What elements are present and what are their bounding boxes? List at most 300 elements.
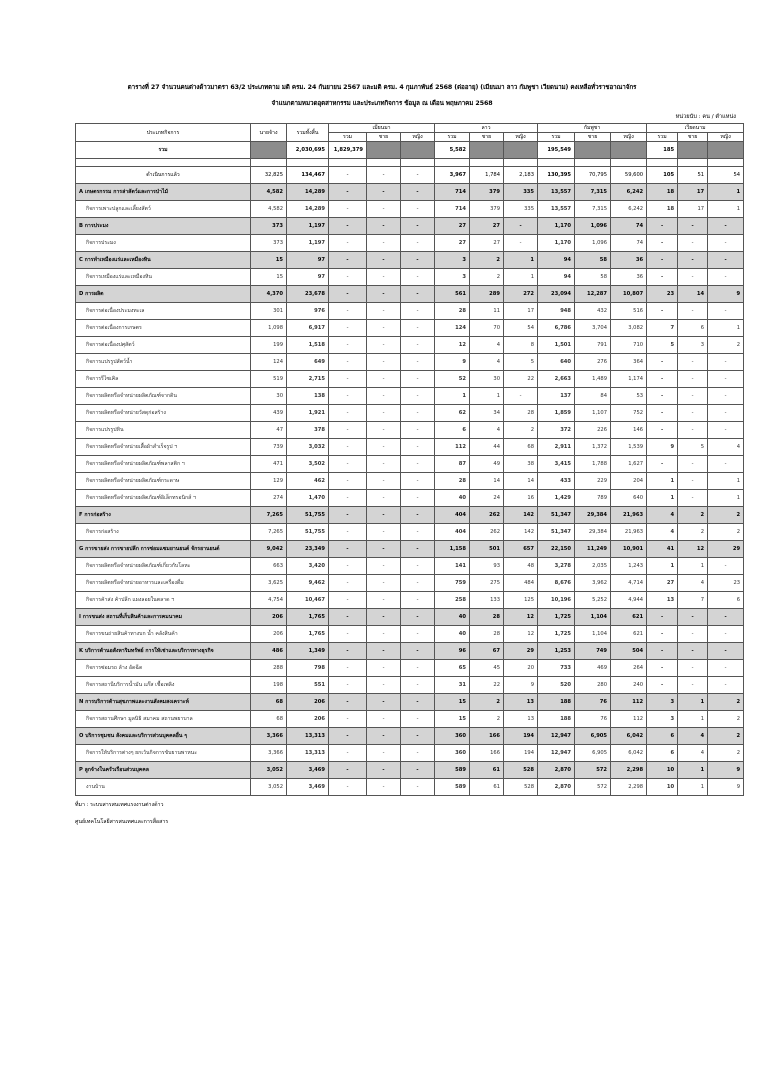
value-cell: 9 bbox=[504, 677, 538, 694]
table-body bbox=[76, 142, 744, 796]
value-cell: 4 bbox=[678, 575, 708, 592]
value-cell: 61 bbox=[470, 762, 504, 779]
business-type-cell: กิจการผลิตหรือจำหน่ายผลิตภัณฑ์กระดาษ bbox=[76, 473, 251, 490]
value-cell: 1 bbox=[504, 252, 538, 269]
value-cell: 124 bbox=[251, 354, 287, 371]
value-cell: 29,384 bbox=[575, 507, 611, 524]
spacer-cell bbox=[401, 159, 435, 167]
value-cell: 70,795 bbox=[575, 167, 611, 184]
value-cell: 206 bbox=[287, 694, 329, 711]
value-cell: 45 bbox=[470, 660, 504, 677]
value-cell: 1,170 bbox=[538, 235, 575, 252]
value-cell: - bbox=[401, 541, 435, 558]
value-cell: 1 bbox=[678, 711, 708, 728]
value-cell: 74 bbox=[611, 218, 647, 235]
value-cell: 14 bbox=[470, 473, 504, 490]
value-cell: 68 bbox=[251, 711, 287, 728]
value-cell: 6 bbox=[708, 592, 744, 609]
value-cell: 206 bbox=[251, 609, 287, 626]
value-cell: - bbox=[647, 609, 678, 626]
value-cell: 51 bbox=[678, 167, 708, 184]
header-myanmar: เมียนมา bbox=[329, 124, 435, 133]
value-cell: 1,107 bbox=[575, 405, 611, 422]
value-cell: - bbox=[367, 745, 401, 762]
table-row bbox=[76, 235, 744, 252]
value-cell: - bbox=[329, 303, 367, 320]
value-cell: - bbox=[708, 303, 744, 320]
spacer-cell bbox=[504, 159, 538, 167]
value-cell: - bbox=[367, 405, 401, 422]
header-sub-male: ชาย bbox=[367, 133, 401, 142]
value-cell: 54 bbox=[504, 320, 538, 337]
value-cell: 14,289 bbox=[287, 184, 329, 201]
value-cell: 501 bbox=[470, 541, 504, 558]
value-cell: - bbox=[367, 558, 401, 575]
value-cell: - bbox=[401, 235, 435, 252]
value-cell: 36 bbox=[611, 252, 647, 269]
value-cell: - bbox=[504, 235, 538, 252]
business-type-cell: กิจการผลิตหรือจำหน่ายวัสดุก่อสร้าง bbox=[76, 405, 251, 422]
value-cell: 10,467 bbox=[287, 592, 329, 609]
business-type-cell: P ลูกจ้างในครัวเรือนส่วนบุคคล bbox=[76, 762, 251, 779]
value-cell: 2 bbox=[678, 524, 708, 541]
value-cell: 28 bbox=[470, 609, 504, 626]
value-cell: 1 bbox=[435, 388, 470, 405]
value-cell: - bbox=[504, 218, 538, 235]
value-cell: 53 bbox=[611, 388, 647, 405]
value-cell: - bbox=[678, 490, 708, 507]
value-cell: 112 bbox=[611, 694, 647, 711]
value-cell: 58 bbox=[575, 269, 611, 286]
value-cell: 798 bbox=[287, 660, 329, 677]
value-cell: 40 bbox=[435, 609, 470, 626]
value-cell: - bbox=[367, 626, 401, 643]
value-cell: 4 bbox=[647, 524, 678, 541]
value-cell: 65 bbox=[435, 660, 470, 677]
header-sub-male: ชาย bbox=[575, 133, 611, 142]
value-cell: 62 bbox=[435, 405, 470, 422]
spacer-cell bbox=[367, 159, 401, 167]
value-cell: 4 bbox=[470, 422, 504, 439]
value-cell: 199 bbox=[251, 337, 287, 354]
value-cell: 2,035 bbox=[575, 558, 611, 575]
value-cell: 258 bbox=[435, 592, 470, 609]
value-cell: - bbox=[367, 422, 401, 439]
value-cell: 276 bbox=[575, 354, 611, 371]
value-cell: - bbox=[367, 507, 401, 524]
value-cell: 288 bbox=[251, 660, 287, 677]
value-cell: 3 bbox=[435, 269, 470, 286]
value-cell: 5 bbox=[647, 337, 678, 354]
value-cell: 13 bbox=[504, 694, 538, 711]
header-cambodia: กัมพูชา bbox=[538, 124, 647, 133]
value-cell: 8 bbox=[504, 337, 538, 354]
value-cell: 1,096 bbox=[575, 235, 611, 252]
value-cell: 195,549 bbox=[538, 142, 575, 159]
value-cell: 9,462 bbox=[287, 575, 329, 592]
business-type-cell: D การผลิต bbox=[76, 286, 251, 303]
value-cell: 714 bbox=[435, 184, 470, 201]
value-cell: 471 bbox=[251, 456, 287, 473]
value-cell: 6,242 bbox=[611, 201, 647, 218]
value-cell: - bbox=[367, 762, 401, 779]
value-cell: 133 bbox=[470, 592, 504, 609]
value-cell: 1 bbox=[647, 558, 678, 575]
value-cell: 6,042 bbox=[611, 728, 647, 745]
value-cell: 379 bbox=[470, 201, 504, 218]
value-cell: 23 bbox=[708, 575, 744, 592]
spacer-cell bbox=[575, 159, 611, 167]
value-cell: - bbox=[708, 558, 744, 575]
value-cell: 404 bbox=[435, 507, 470, 524]
table-row bbox=[76, 320, 744, 337]
value-cell: 9 bbox=[647, 439, 678, 456]
value-cell: - bbox=[504, 388, 538, 405]
value-cell: - bbox=[329, 643, 367, 660]
spacer-cell bbox=[76, 159, 251, 167]
business-type-cell: A เกษตรกรรม การล่าสัตว์และการป่าไม้ bbox=[76, 184, 251, 201]
value-cell: - bbox=[329, 286, 367, 303]
value-cell: 469 bbox=[575, 660, 611, 677]
value-cell: 2 bbox=[470, 269, 504, 286]
value-cell: - bbox=[367, 337, 401, 354]
business-type-cell: กิจการผลิตหรือจำหน่ายผลิตภัณฑ์อิเล็กทรอนิกส์ ฯ bbox=[76, 490, 251, 507]
value-cell: 335 bbox=[504, 201, 538, 218]
value-cell: 1,921 bbox=[287, 405, 329, 422]
value-cell: 2 bbox=[708, 694, 744, 711]
value-cell: 649 bbox=[287, 354, 329, 371]
value-cell: 1 bbox=[678, 558, 708, 575]
value-cell: 51,755 bbox=[287, 507, 329, 524]
section-row bbox=[76, 286, 744, 303]
value-cell: 4 bbox=[678, 728, 708, 745]
value-cell: 1 bbox=[678, 694, 708, 711]
value-cell: 2 bbox=[678, 507, 708, 524]
value-cell: 6,917 bbox=[287, 320, 329, 337]
value-cell: - bbox=[401, 677, 435, 694]
value-cell: 74 bbox=[611, 235, 647, 252]
value-cell: 206 bbox=[251, 626, 287, 643]
value-cell: 504 bbox=[611, 643, 647, 660]
business-type-cell: กิจการค้าส่ง ค้าปลีก แผงลอยในตลาด ฯ bbox=[76, 592, 251, 609]
value-cell: - bbox=[329, 711, 367, 728]
value-cell: 47 bbox=[251, 422, 287, 439]
value-cell: 67 bbox=[470, 643, 504, 660]
value-cell: 204 bbox=[611, 473, 647, 490]
value-cell: 301 bbox=[251, 303, 287, 320]
value-cell: 5,582 bbox=[435, 142, 470, 159]
value-cell: 54 bbox=[708, 167, 744, 184]
organization-note: ศูนย์เทคโนโลยีสารสนเทศและการสื่อสาร bbox=[75, 819, 169, 825]
value-cell: - bbox=[367, 711, 401, 728]
value-cell: 10,901 bbox=[611, 541, 647, 558]
value-cell: 2 bbox=[708, 507, 744, 524]
value-cell: - bbox=[401, 252, 435, 269]
value-cell: 360 bbox=[435, 728, 470, 745]
value-cell: 6,905 bbox=[575, 745, 611, 762]
header-sub-male: ชาย bbox=[678, 133, 708, 142]
value-cell: - bbox=[647, 354, 678, 371]
value-cell: 1 bbox=[678, 779, 708, 796]
value-cell: 3,962 bbox=[575, 575, 611, 592]
value-cell: - bbox=[678, 609, 708, 626]
value-cell: - bbox=[367, 592, 401, 609]
value-cell: 166 bbox=[470, 745, 504, 762]
value-cell: 29,384 bbox=[575, 524, 611, 541]
value-cell: 1,489 bbox=[575, 371, 611, 388]
header-employer: นายจ้าง bbox=[251, 124, 287, 142]
value-cell: - bbox=[329, 779, 367, 796]
value-cell: - bbox=[647, 235, 678, 252]
value-cell: 76 bbox=[575, 694, 611, 711]
value-cell: 36 bbox=[611, 269, 647, 286]
table-row bbox=[76, 388, 744, 405]
spacer-cell bbox=[708, 159, 744, 167]
table-row bbox=[76, 269, 744, 286]
value-cell: - bbox=[708, 626, 744, 643]
business-type-cell: กิจการแปรรูปหิน bbox=[76, 422, 251, 439]
value-cell: 7,315 bbox=[575, 201, 611, 218]
value-cell: 16 bbox=[504, 490, 538, 507]
value-cell: 432 bbox=[575, 303, 611, 320]
value-cell: 188 bbox=[538, 694, 575, 711]
value-cell: - bbox=[401, 507, 435, 524]
value-cell: 15 bbox=[251, 252, 287, 269]
value-cell: - bbox=[401, 218, 435, 235]
value-cell: 48 bbox=[504, 558, 538, 575]
value-cell: - bbox=[708, 609, 744, 626]
value-cell: - bbox=[329, 626, 367, 643]
value-cell: 373 bbox=[251, 218, 287, 235]
value-cell: 2,911 bbox=[538, 439, 575, 456]
value-cell bbox=[401, 142, 435, 159]
value-cell: - bbox=[367, 354, 401, 371]
value-cell: 1,788 bbox=[575, 456, 611, 473]
value-cell: 240 bbox=[611, 677, 647, 694]
value-cell: 1,104 bbox=[575, 626, 611, 643]
value-cell: 13 bbox=[504, 711, 538, 728]
value-cell: 76 bbox=[575, 711, 611, 728]
value-cell: - bbox=[401, 558, 435, 575]
value-cell: - bbox=[647, 269, 678, 286]
value-cell: 58 bbox=[575, 252, 611, 269]
value-cell: 710 bbox=[611, 337, 647, 354]
business-type-cell: I การขนส่ง สถานที่เก็บสินค้าและการคมนาคม bbox=[76, 609, 251, 626]
value-cell: 40 bbox=[435, 490, 470, 507]
business-type-cell: กิจการผลิตหรือจำหน่ายผลิตภัณฑ์จากดิน bbox=[76, 388, 251, 405]
value-cell: 125 bbox=[504, 592, 538, 609]
value-cell: - bbox=[367, 490, 401, 507]
table-row bbox=[76, 201, 744, 218]
value-cell: 10,196 bbox=[538, 592, 575, 609]
value-cell: 29 bbox=[708, 541, 744, 558]
value-cell: 1 bbox=[708, 490, 744, 507]
value-cell: - bbox=[367, 473, 401, 490]
value-cell: 372 bbox=[538, 422, 575, 439]
value-cell: 6,905 bbox=[575, 728, 611, 745]
value-cell: - bbox=[329, 184, 367, 201]
business-type-cell: N การบริการด้านสุขภาพและงานสังคมสงเคราะห์ bbox=[76, 694, 251, 711]
value-cell: - bbox=[401, 490, 435, 507]
value-cell: 4 bbox=[647, 507, 678, 524]
value-cell: 1,096 bbox=[575, 218, 611, 235]
value-cell: - bbox=[647, 218, 678, 235]
value-cell: 7,315 bbox=[575, 184, 611, 201]
value-cell: 27 bbox=[435, 218, 470, 235]
value-cell: 379 bbox=[470, 184, 504, 201]
value-cell: - bbox=[329, 337, 367, 354]
value-cell: 105 bbox=[647, 167, 678, 184]
header-sub-female: หญิง bbox=[504, 133, 538, 142]
value-cell: 1,197 bbox=[287, 235, 329, 252]
value-cell: 1 bbox=[708, 201, 744, 218]
value-cell: 4,944 bbox=[611, 592, 647, 609]
value-cell: - bbox=[401, 303, 435, 320]
section-row bbox=[76, 728, 744, 745]
value-cell: 4,754 bbox=[251, 592, 287, 609]
business-type-cell: กิจการสถานศึกษา มูลนิธิ สมาคม สถานพยาบาล bbox=[76, 711, 251, 728]
value-cell: 519 bbox=[251, 371, 287, 388]
value-cell: 3,415 bbox=[538, 456, 575, 473]
value-cell: 34 bbox=[470, 405, 504, 422]
value-cell: - bbox=[329, 660, 367, 677]
value-cell: 4 bbox=[708, 439, 744, 456]
value-cell: 28 bbox=[435, 303, 470, 320]
foreign-workers-table bbox=[75, 123, 744, 796]
business-type-cell: กิจการเหมืองแร่และเหมืองหิน bbox=[76, 269, 251, 286]
value-cell: 1,501 bbox=[538, 337, 575, 354]
table-row bbox=[76, 456, 744, 473]
table-row bbox=[76, 167, 744, 184]
value-cell: 6 bbox=[647, 728, 678, 745]
spacer-cell bbox=[329, 159, 367, 167]
value-cell bbox=[367, 142, 401, 159]
value-cell: 22,150 bbox=[538, 541, 575, 558]
value-cell: 1 bbox=[647, 490, 678, 507]
value-cell: - bbox=[367, 694, 401, 711]
value-cell: - bbox=[329, 320, 367, 337]
value-cell: - bbox=[678, 354, 708, 371]
value-cell: 23,678 bbox=[287, 286, 329, 303]
value-cell: 3,052 bbox=[251, 779, 287, 796]
value-cell: 21,963 bbox=[611, 524, 647, 541]
value-cell: 7 bbox=[678, 592, 708, 609]
value-cell: - bbox=[678, 218, 708, 235]
value-cell: - bbox=[401, 609, 435, 626]
value-cell: 3,469 bbox=[287, 779, 329, 796]
value-cell: 739 bbox=[251, 439, 287, 456]
header-sub-female: หญิง bbox=[611, 133, 647, 142]
value-cell: 2 bbox=[708, 711, 744, 728]
value-cell: 38 bbox=[504, 456, 538, 473]
value-cell: - bbox=[367, 541, 401, 558]
value-cell: - bbox=[647, 388, 678, 405]
business-type-cell: กิจการผลิตหรือจำหน่ายเสื้อผ้าสำเร็จรูป ฯ bbox=[76, 439, 251, 456]
value-cell: - bbox=[367, 388, 401, 405]
value-cell: 18 bbox=[647, 201, 678, 218]
value-cell: 3,704 bbox=[575, 320, 611, 337]
value-cell: 23,094 bbox=[538, 286, 575, 303]
value-cell: - bbox=[329, 507, 367, 524]
table-row bbox=[76, 439, 744, 456]
spacer-cell bbox=[647, 159, 678, 167]
spacer-cell bbox=[287, 159, 329, 167]
value-cell: 28 bbox=[504, 405, 538, 422]
value-cell: - bbox=[647, 405, 678, 422]
value-cell: - bbox=[647, 626, 678, 643]
spacer-cell bbox=[678, 159, 708, 167]
value-cell: 360 bbox=[435, 745, 470, 762]
table-row bbox=[76, 303, 744, 320]
value-cell: 70 bbox=[470, 320, 504, 337]
header-sub-female: หญิง bbox=[401, 133, 435, 142]
value-cell: 2,298 bbox=[611, 762, 647, 779]
value-cell: 1,859 bbox=[538, 405, 575, 422]
value-cell: 24 bbox=[470, 490, 504, 507]
value-cell: 2 bbox=[708, 337, 744, 354]
header-sub-total: รวม bbox=[538, 133, 575, 142]
value-cell: - bbox=[401, 354, 435, 371]
business-type-cell: กิจการรีไซเคิล bbox=[76, 371, 251, 388]
value-cell: - bbox=[367, 677, 401, 694]
value-cell: 29 bbox=[504, 643, 538, 660]
section-row bbox=[76, 609, 744, 626]
value-cell: - bbox=[401, 575, 435, 592]
table-title: ตารางที่ 27 จำนวนคนต่างด้าวมาตรา 63/2 ประเภทตาม มติ ครม. 24 กันยายน 2567 และมติ ครม. 4 กุมภาพันธ์ 2568 (ต่ออายุ) (เมียนมา ลาว กัมพูชา เวียดนาม) คงเหลือทั่วราชอาณาจักร bbox=[127, 84, 637, 91]
value-cell: 10 bbox=[647, 779, 678, 796]
value-cell: 17 bbox=[678, 201, 708, 218]
value-cell: 32,825 bbox=[251, 167, 287, 184]
table-row bbox=[76, 711, 744, 728]
value-cell: 12 bbox=[504, 609, 538, 626]
value-cell: - bbox=[367, 201, 401, 218]
value-cell bbox=[575, 142, 611, 159]
value-cell: 15 bbox=[435, 694, 470, 711]
value-cell: 96 bbox=[435, 643, 470, 660]
table-row bbox=[76, 405, 744, 422]
value-cell: - bbox=[647, 677, 678, 694]
value-cell: - bbox=[678, 677, 708, 694]
value-cell: 759 bbox=[435, 575, 470, 592]
table-row bbox=[76, 558, 744, 575]
table-subtitle: จำแนกตามหมวดอุตสาหกรรม และประเภทกิจการ ข้อมูล ณ เดือน พฤษภาคม 2568 bbox=[271, 100, 493, 107]
value-cell: - bbox=[329, 371, 367, 388]
value-cell: - bbox=[329, 456, 367, 473]
value-cell: 112 bbox=[435, 439, 470, 456]
value-cell: - bbox=[367, 167, 401, 184]
business-type-cell: B การประมง bbox=[76, 218, 251, 235]
value-cell: 59,600 bbox=[611, 167, 647, 184]
value-cell: 68 bbox=[251, 694, 287, 711]
value-cell: 274 bbox=[251, 490, 287, 507]
value-cell: 4 bbox=[470, 337, 504, 354]
value-cell: 551 bbox=[287, 677, 329, 694]
business-type-cell: G การขายส่ง การขายปลีก การซ่อมแซมยานยนต์ จักรยานยนต์ bbox=[76, 541, 251, 558]
value-cell: 2 bbox=[470, 694, 504, 711]
value-cell: - bbox=[647, 456, 678, 473]
value-cell: - bbox=[401, 184, 435, 201]
value-cell: 4 bbox=[678, 745, 708, 762]
value-cell: 94 bbox=[538, 269, 575, 286]
value-cell: - bbox=[401, 626, 435, 643]
value-cell: 1,243 bbox=[611, 558, 647, 575]
value-cell: - bbox=[367, 643, 401, 660]
value-cell: 2 bbox=[708, 728, 744, 745]
value-cell: - bbox=[647, 660, 678, 677]
value-cell: 1,372 bbox=[575, 439, 611, 456]
value-cell: 335 bbox=[504, 184, 538, 201]
value-cell: 129 bbox=[251, 473, 287, 490]
